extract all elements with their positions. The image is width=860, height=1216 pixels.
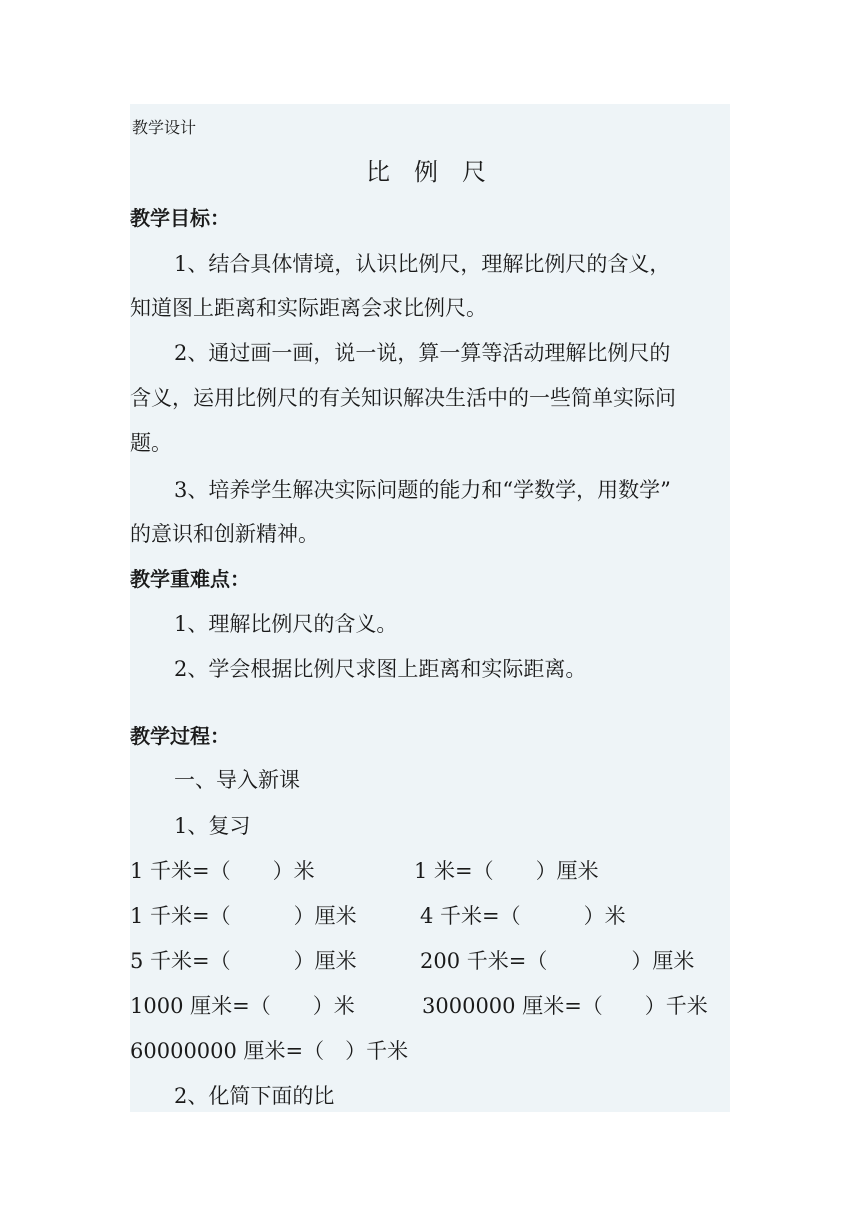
objectives-heading: 教学目标： — [130, 206, 230, 230]
header-label: 教学设计 — [132, 118, 197, 137]
exercise-row4-b: 3000000 厘米=（ ）千米 — [422, 994, 708, 1018]
key-points-heading: 教学重难点： — [130, 567, 250, 591]
sub-review: 1、复习 — [174, 814, 251, 838]
exercise-row1-b: 1 米=（ ）厘米 — [414, 859, 599, 883]
key-point-1: 1、理解比例尺的含义。 — [174, 612, 398, 636]
key-point-2: 2、学会根据比例尺求图上距离和实际距离。 — [174, 657, 587, 681]
objective-3-line-1: 3、培养学生解决实际问题的能力和“学数学，用数学” — [174, 478, 671, 502]
exercise-row3-b: 200 千米=（ ）厘米 — [420, 949, 695, 973]
exercise-row4-a: 1000 厘米=（ ）米 — [130, 994, 355, 1018]
objective-2-line-1: 2、通过画一画，说一说，算一算等活动理解比例尺的 — [174, 341, 671, 365]
objective-2-line-2: 含义，运用比例尺的有关知识解决生活中的一些简单实际问 — [130, 386, 676, 410]
objective-2-line-3: 题。 — [130, 431, 172, 455]
exercise-row5-a: 60000000 厘米=（ ）千米 — [130, 1039, 409, 1063]
exercise-row1-a: 1 千米=（ ）米 — [130, 859, 315, 883]
process-heading: 教学过程： — [130, 724, 230, 748]
page-title: 比 例 尺 — [366, 158, 486, 186]
objective-3-line-2: 的意识和创新精神。 — [130, 522, 319, 546]
exercise-row3-a: 5 千米=（ ）厘米 — [130, 949, 357, 973]
document-panel — [130, 104, 730, 1112]
objective-1-line-1: 1、结合具体情境，认识比例尺，理解比例尺的含义， — [174, 252, 671, 276]
exercise-row2-b: 4 千米=（ ）米 — [420, 904, 626, 928]
objective-1-line-2: 知道图上距离和实际距离会求比例尺。 — [130, 296, 487, 320]
exercise-row2-a: 1 千米=（ ）厘米 — [130, 904, 357, 928]
sub-simplify-ratio: 2、化简下面的比 — [174, 1084, 335, 1108]
section-import-new-lesson: 一、导入新课 — [174, 768, 300, 792]
